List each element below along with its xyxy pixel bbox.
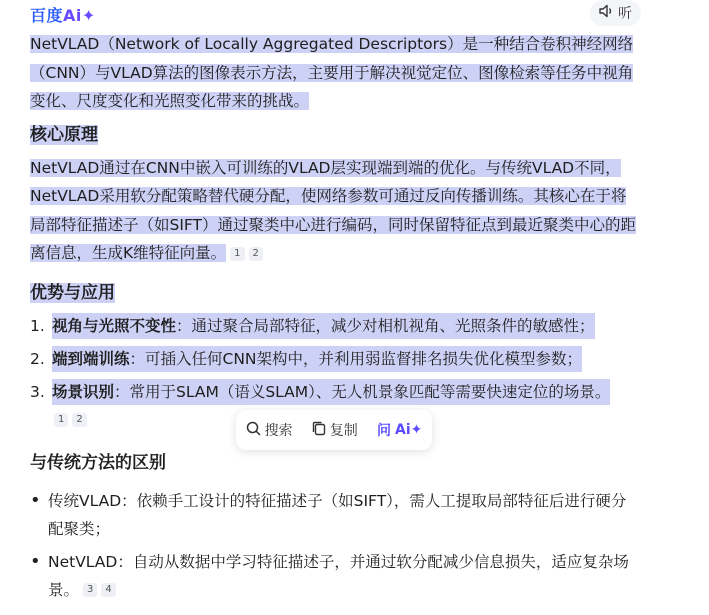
advantages-list <box>30 313 640 405</box>
citation-2[interactable]: 2 <box>249 247 263 261</box>
list-item-title: 端到端训练 <box>52 349 130 368</box>
logo-ai: Ai✦ <box>63 6 96 25</box>
list-item-text: ：常用于SLAM（语义SLAM）、无人机景象匹配等需要快速定位的场景。 <box>114 382 611 401</box>
list-item <box>30 548 640 604</box>
listen-label: 听 <box>618 6 632 22</box>
citation-1[interactable]: 1 <box>230 247 244 261</box>
search-label: 搜索 <box>264 423 293 439</box>
ask-label: 问 <box>377 423 391 439</box>
search-icon <box>246 421 261 440</box>
selection-toolbar <box>236 410 432 450</box>
list-item-term: NetVLAD <box>48 552 118 571</box>
core-heading <box>30 121 640 149</box>
advantages-heading <box>30 279 640 307</box>
citation-4[interactable]: 4 <box>101 583 115 597</box>
copy-label: 复制 <box>329 423 358 439</box>
list-number: 3. <box>30 382 45 401</box>
citation-1[interactable]: 1 <box>54 413 68 427</box>
core-text: NetVLAD通过在CNN中嵌入可训练的VLAD层实现端到端的优化。与传统VLAD不同，NetVLAD采用软分配策略替代硬分配，使网络参数可通过反向传播训练。其核心在于将局部特征描述子（如SIFT）通过聚类中心进行编码，同时保留特征点到最近聚类中心的距离信息，生成K维特征向量。 <box>30 158 637 262</box>
comparison-heading-text: 与传统方法的区别 <box>30 452 166 473</box>
list-item-term: 传统VLAD <box>48 491 122 510</box>
answer-content <box>30 30 640 604</box>
citation-2[interactable]: 2 <box>72 413 86 427</box>
intro-paragraph <box>30 30 640 116</box>
comparison-heading <box>30 449 640 477</box>
advantages-heading-text: 优势与应用 <box>30 282 115 303</box>
list-item-title: 场景识别 <box>52 382 115 401</box>
bullet-dot: • <box>30 489 41 511</box>
listen-button[interactable] <box>590 0 641 26</box>
copy-icon <box>312 421 326 440</box>
top-bar <box>0 0 709 28</box>
list-item-text: ：通过聚合局部特征，减少对相机视角、光照条件的敏感性； <box>176 316 595 335</box>
list-item-text: ：依赖手工设计的特征描述子（如SIFT），需人工提取局部特征后进行硬分配聚类； <box>48 491 627 538</box>
ask-ai-button[interactable] <box>377 420 422 440</box>
list-number: 2. <box>30 349 45 368</box>
list-number: 1. <box>30 316 45 335</box>
list-item <box>30 313 640 339</box>
list-item-text: ：自动从数据中学习特征描述子，并通过软分配减少信息损失，适应复杂场景。 <box>48 552 629 599</box>
search-button[interactable] <box>246 420 293 440</box>
speaker-icon <box>599 4 614 22</box>
list-item <box>30 487 640 543</box>
list-item-text: ：可插入任何CNN架构中，并利用弱监督排名损失优化模型参数； <box>129 349 583 368</box>
intro-text: NetVLAD（Network of Locally Aggregated Descriptors）是一种结合卷积神经网络（CNN）与VLAD算法的图像表示方法，主要用于解决视觉定位、图像检索等任务中视角变化、尺度变化和光照变化带来的挑战。 <box>30 35 634 110</box>
citation-3[interactable]: 3 <box>83 583 97 597</box>
list-item <box>30 379 640 405</box>
bullet-dot: • <box>30 550 41 572</box>
core-paragraph <box>30 154 640 268</box>
core-heading-text: 核心原理 <box>30 124 98 145</box>
list-item <box>30 346 640 372</box>
copy-button[interactable] <box>312 420 358 440</box>
logo-text: 百度 <box>30 6 64 25</box>
ask-ai-label: Ai✦ <box>395 422 423 438</box>
baidu-ai-logo[interactable] <box>30 3 96 26</box>
comparison-list <box>30 487 640 604</box>
list-item-title: 视角与光照不变性 <box>52 316 177 335</box>
